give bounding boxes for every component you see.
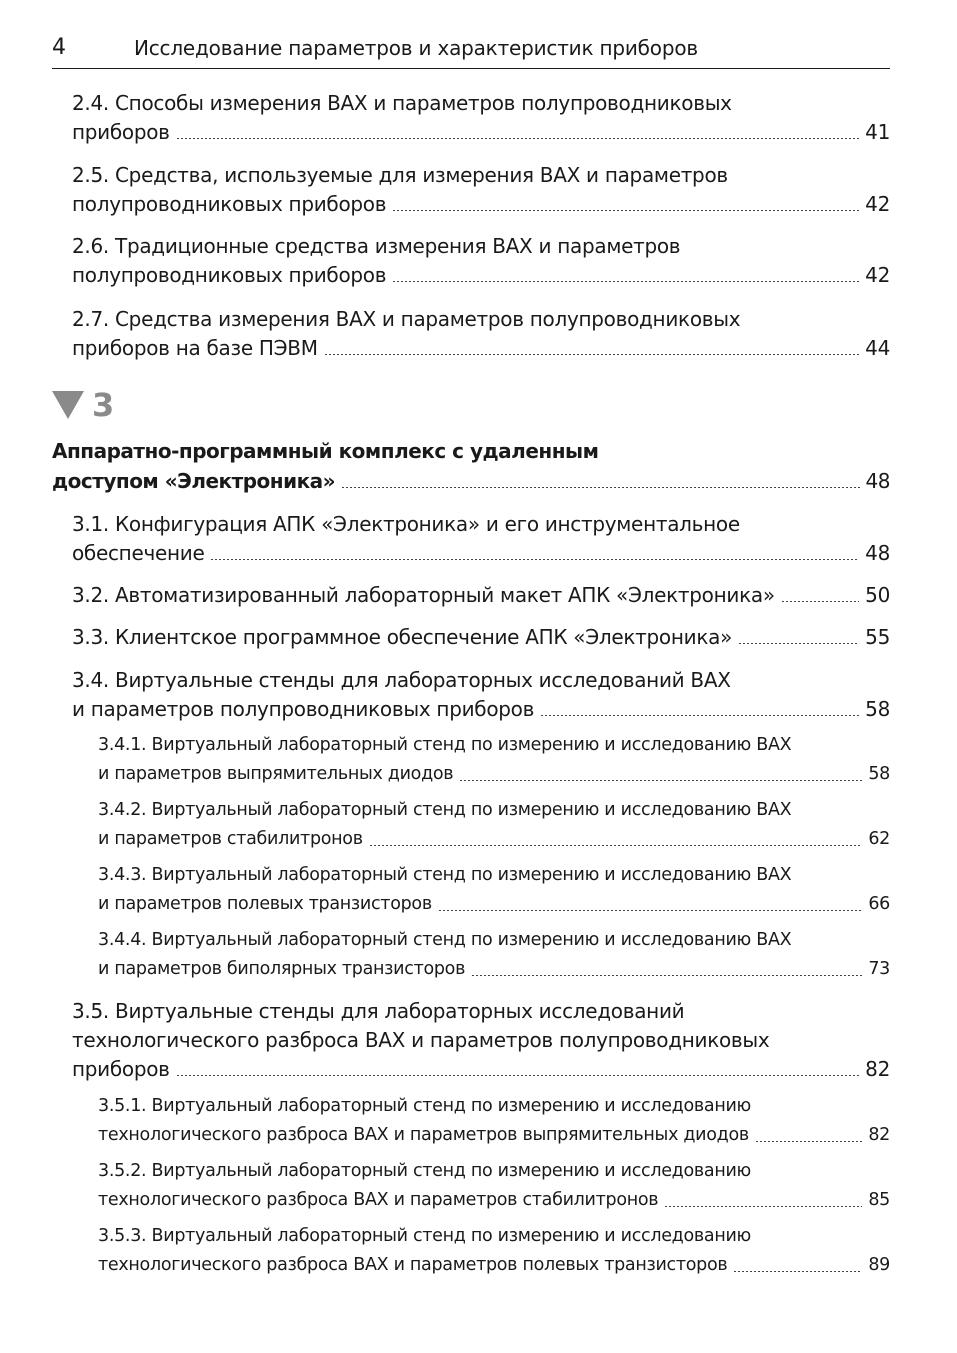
dot-leader [176, 138, 859, 139]
toc-page-number: 48 [865, 541, 890, 565]
toc-entry-text: приборов [72, 1057, 170, 1081]
toc-entry-3-4-1[interactable] [98, 731, 890, 789]
page-header [52, 28, 890, 69]
dot-leader [755, 1141, 862, 1142]
dot-leader [781, 601, 859, 602]
dot-leader [733, 1271, 862, 1272]
toc-entry-3-5-1[interactable] [98, 1092, 890, 1150]
dot-leader [459, 780, 862, 781]
toc-entry-text: 3.4.2. Виртуальный лабораторный стенд по измерению и исследованию ВАХ [98, 800, 792, 820]
toc-page-number: 58 [865, 697, 890, 721]
toc-entry-text: и параметров биполярных транзисторов [98, 959, 466, 979]
chapter-marker [52, 385, 114, 425]
toc-page-number: 82 [865, 1057, 890, 1081]
toc-page-number: 48 [865, 469, 890, 493]
toc-entry-text: и параметров стабилитронов [98, 829, 363, 849]
toc-page-number: 42 [865, 192, 890, 216]
toc-entry-3-4-3[interactable] [98, 861, 890, 919]
toc-entry-text: 2.6. Традиционные средства измерения ВАХ и параметров [72, 234, 681, 258]
toc-page-number: 58 [868, 764, 890, 784]
toc-entry-3-5-3[interactable] [98, 1222, 890, 1280]
toc-entry-text: 3.3. Клиентское программное обеспечение АПК «Электроника» [72, 625, 733, 649]
toc-entry-text: полупроводниковых приборов [72, 263, 387, 287]
toc-entry-text: 3.4.1. Виртуальный лабораторный стенд по измерению и исследованию ВАХ [98, 735, 792, 755]
toc-page-number: 42 [865, 263, 890, 287]
toc-entry-text: технологического разброса ВАХ и параметров стабилитронов [98, 1190, 659, 1210]
running-title: Исследование параметров и характеристик приборов [134, 36, 698, 60]
toc-chapter-3[interactable] [52, 436, 890, 496]
chapter-number: 3 [92, 386, 115, 424]
toc-entry-text: 3.5.3. Виртуальный лабораторный стенд по измерению и исследованию [98, 1226, 751, 1246]
toc-entry-text: технологического разброса ВАХ и параметров выпрямительных диодов [98, 1125, 749, 1145]
dot-leader [392, 281, 859, 282]
page-number: 4 [52, 35, 66, 60]
toc-page-number: 62 [868, 829, 890, 849]
toc-entry-text: 3.5.1. Виртуальный лабораторный стенд по измерению и исследованию [98, 1096, 751, 1116]
toc-page-number: 41 [865, 120, 890, 144]
toc-entry-text: 3.4.4. Виртуальный лабораторный стенд по измерению и исследованию ВАХ [98, 930, 792, 950]
chapter-title: доступом «Электроника» [52, 469, 336, 493]
dot-leader [324, 354, 859, 355]
toc-entry-3-2[interactable] [72, 581, 890, 610]
toc-entry-2-4[interactable] [72, 89, 890, 147]
toc-entry-text: 3.4.3. Виртуальный лабораторный стенд по измерению и исследованию ВАХ [98, 865, 792, 885]
dot-leader [664, 1206, 862, 1207]
dot-leader [438, 910, 862, 911]
toc-entry-text: 2.4. Способы измерения ВАХ и параметров полупроводниковых [72, 91, 732, 115]
toc-entry-2-5[interactable] [72, 161, 890, 219]
toc-entry-2-7[interactable] [72, 305, 890, 363]
dot-leader [471, 975, 862, 976]
dot-leader [738, 643, 859, 644]
toc-entry-3-5[interactable] [72, 997, 890, 1084]
toc-entry-text: и параметров полевых транзисторов [98, 894, 432, 914]
dot-leader [341, 487, 859, 488]
dot-leader [392, 210, 859, 211]
toc-page-number: 66 [868, 894, 890, 914]
toc-entry-text: технологического разброса ВАХ и параметров полевых транзисторов [98, 1255, 728, 1275]
toc-entry-text: технологического разброса ВАХ и параметров полупроводниковых [72, 1028, 770, 1052]
toc-page-number: 82 [868, 1125, 890, 1145]
toc-entry-text: 3.2. Автоматизированный лабораторный макет АПК «Электроника» [72, 583, 775, 607]
dot-leader [540, 715, 859, 716]
toc-entry-3-3[interactable] [72, 623, 890, 652]
toc-page-number: 50 [865, 583, 890, 607]
toc-entry-text: и параметров полупроводниковых приборов [72, 697, 535, 721]
toc-entry-text: 3.4. Виртуальные стенды для лабораторных исследований ВАХ [72, 668, 731, 692]
toc-entry-2-6[interactable] [72, 232, 890, 290]
dot-leader [176, 1075, 859, 1076]
toc-entry-3-1[interactable] [72, 510, 890, 568]
toc-page-number: 55 [865, 625, 890, 649]
toc-entry-text: 3.5. Виртуальные стенды для лабораторных исследований [72, 999, 685, 1023]
toc-page-number: 89 [868, 1255, 890, 1275]
toc-page-number: 73 [868, 959, 890, 979]
dot-leader [369, 845, 863, 846]
toc-page-number: 85 [868, 1190, 890, 1210]
toc-entry-text: приборов [72, 120, 170, 144]
toc-entry-text: 3.1. Конфигурация АПК «Электроника» и его инструментальное [72, 512, 740, 536]
toc-entry-3-4[interactable] [72, 666, 890, 724]
toc-entry-3-5-2[interactable] [98, 1157, 890, 1215]
toc-entry-text: обеспечение [72, 541, 205, 565]
toc-entry-text: полупроводниковых приборов [72, 192, 387, 216]
toc-entry-text: 3.5.2. Виртуальный лабораторный стенд по измерению и исследованию [98, 1161, 751, 1181]
toc-page-number: 44 [865, 336, 890, 360]
toc-entry-3-4-4[interactable] [98, 926, 890, 984]
toc-entry-text: 2.7. Средства измерения ВАХ и параметров полупроводниковых [72, 307, 741, 331]
dot-leader [210, 559, 859, 560]
triangle-icon [52, 391, 84, 419]
toc-entry-text: приборов на базе ПЭВМ [72, 336, 318, 360]
toc-entry-text: и параметров выпрямительных диодов [98, 764, 454, 784]
toc-entry-3-4-2[interactable] [98, 796, 890, 854]
chapter-title: Аппаратно-программный комплекс с удаленным [52, 439, 599, 463]
toc-entry-text: 2.5. Средства, используемые для измерения ВАХ и параметров [72, 163, 728, 187]
